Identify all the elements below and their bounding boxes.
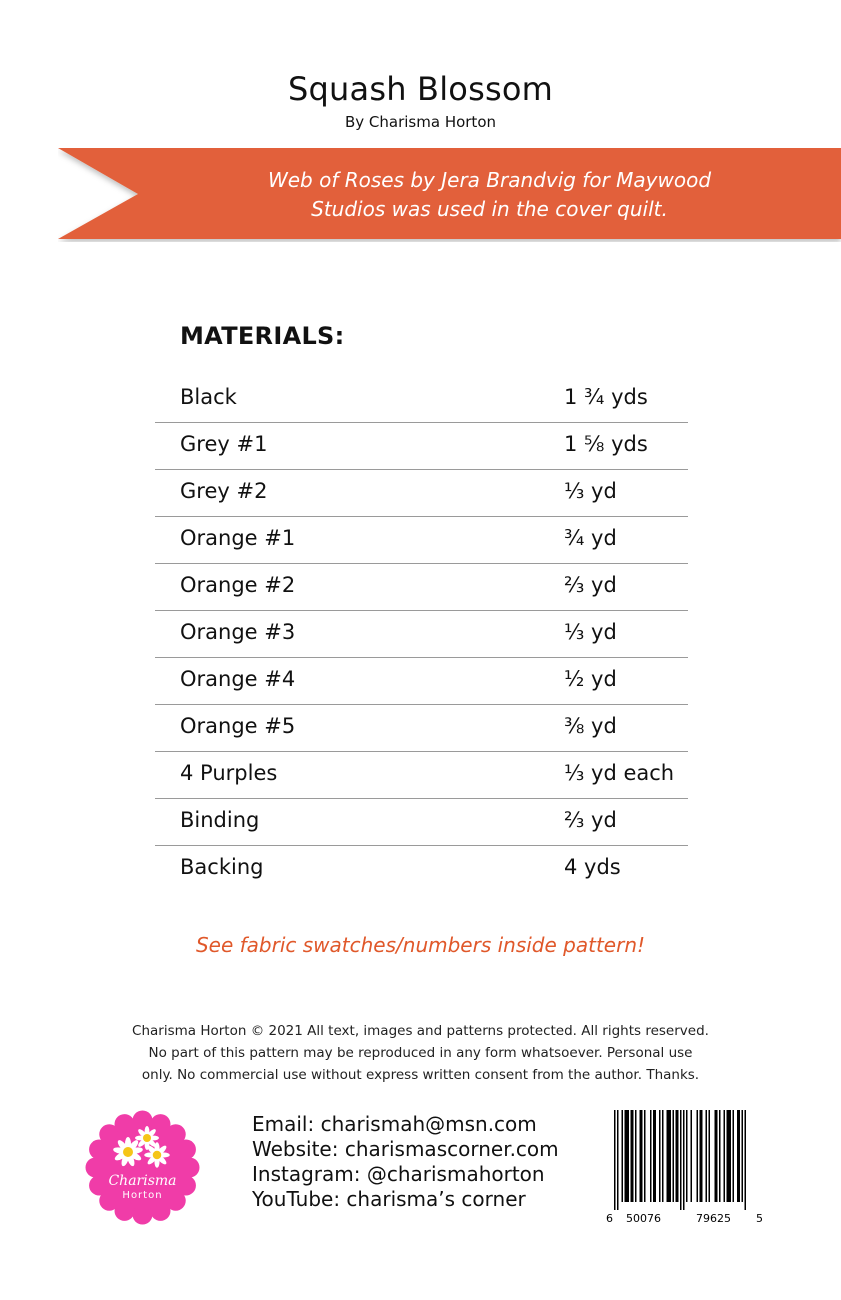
material-quantity: ⅜ yd	[564, 714, 617, 738]
banner-text	[158, 166, 821, 224]
copyright-notice	[100, 1020, 741, 1086]
materials-row	[155, 752, 688, 799]
swatch-note: See fabric swatches/numbers inside pattern!	[195, 933, 646, 957]
material-name: Black	[180, 385, 237, 409]
logo-name: Charisma	[108, 1173, 177, 1189]
materials-row	[155, 423, 688, 470]
contact-instagram: Instagram: @charismahorton	[252, 1162, 545, 1186]
material-quantity: ⅔ yd	[564, 573, 617, 597]
material-name: Orange #3	[180, 620, 296, 644]
material-quantity: ½ yd	[564, 667, 617, 691]
barcode-bars	[606, 1110, 766, 1210]
material-quantity: 1 ⅝ yds	[564, 432, 648, 456]
barcode-right-group: 79625	[696, 1212, 731, 1225]
materials-row	[155, 517, 688, 564]
material-name: Binding	[180, 808, 260, 832]
material-quantity: ⅓ yd	[564, 479, 617, 503]
barcode-left-group: 50076	[626, 1212, 661, 1225]
pattern-byline: By Charisma Horton	[344, 113, 497, 131]
material-name: 4 Purples	[180, 761, 278, 785]
material-name: Backing	[180, 855, 264, 879]
material-quantity: 4 yds	[564, 855, 621, 879]
material-name: Grey #2	[180, 479, 268, 503]
copyright-line-2: No part of this pattern may be reproduced in any form whatsoever. Personal use	[148, 1045, 693, 1061]
logo-badge-shape	[85, 1110, 200, 1225]
barcode-first-digit: 6	[606, 1212, 613, 1225]
contact-info	[252, 1112, 559, 1212]
materials-row	[155, 846, 688, 892]
copyright-line-1: Charisma Horton © 2021 All text, images and patterns protected. All rights reserved.	[132, 1023, 709, 1039]
material-name: Orange #5	[180, 714, 296, 738]
materials-row	[155, 799, 688, 846]
materials-table	[155, 376, 688, 892]
contact-email: Email: charismah@msn.com	[252, 1112, 537, 1136]
material-quantity: 1 ¾ yds	[564, 385, 648, 409]
materials-row	[155, 564, 688, 611]
banner-line-1: Web of Roses by Jera Brandvig for Maywood	[267, 168, 712, 192]
materials-row	[155, 658, 688, 705]
fabric-banner	[58, 148, 841, 242]
material-quantity: ¾ yd	[564, 526, 617, 550]
material-name: Orange #4	[180, 667, 296, 691]
contact-youtube: YouTube: charisma’s corner	[252, 1187, 526, 1211]
materials-row	[155, 470, 688, 517]
barcode	[606, 1110, 766, 1232]
pattern-title: Squash Blossom	[288, 70, 553, 108]
material-quantity: ⅓ yd each	[564, 761, 675, 785]
materials-row	[155, 705, 688, 752]
contact-website: Website: charismascorner.com	[252, 1137, 559, 1161]
materials-row	[155, 611, 688, 658]
banner-line-2: Studios was used in the cover quilt.	[311, 197, 668, 221]
barcode-check-digit: 5	[756, 1212, 763, 1225]
material-name: Orange #2	[180, 573, 296, 597]
materials-row	[155, 376, 688, 423]
copyright-line-3: only. No commercial use without express written consent from the author. Thanks.	[141, 1067, 700, 1083]
material-name: Grey #1	[180, 432, 268, 456]
logo-surname: Horton	[122, 1190, 163, 1201]
material-name: Orange #1	[180, 526, 296, 550]
materials-heading: MATERIALS:	[180, 322, 345, 350]
material-quantity: ⅓ yd	[564, 620, 617, 644]
charisma-horton-logo	[85, 1110, 200, 1225]
material-quantity: ⅔ yd	[564, 808, 617, 832]
